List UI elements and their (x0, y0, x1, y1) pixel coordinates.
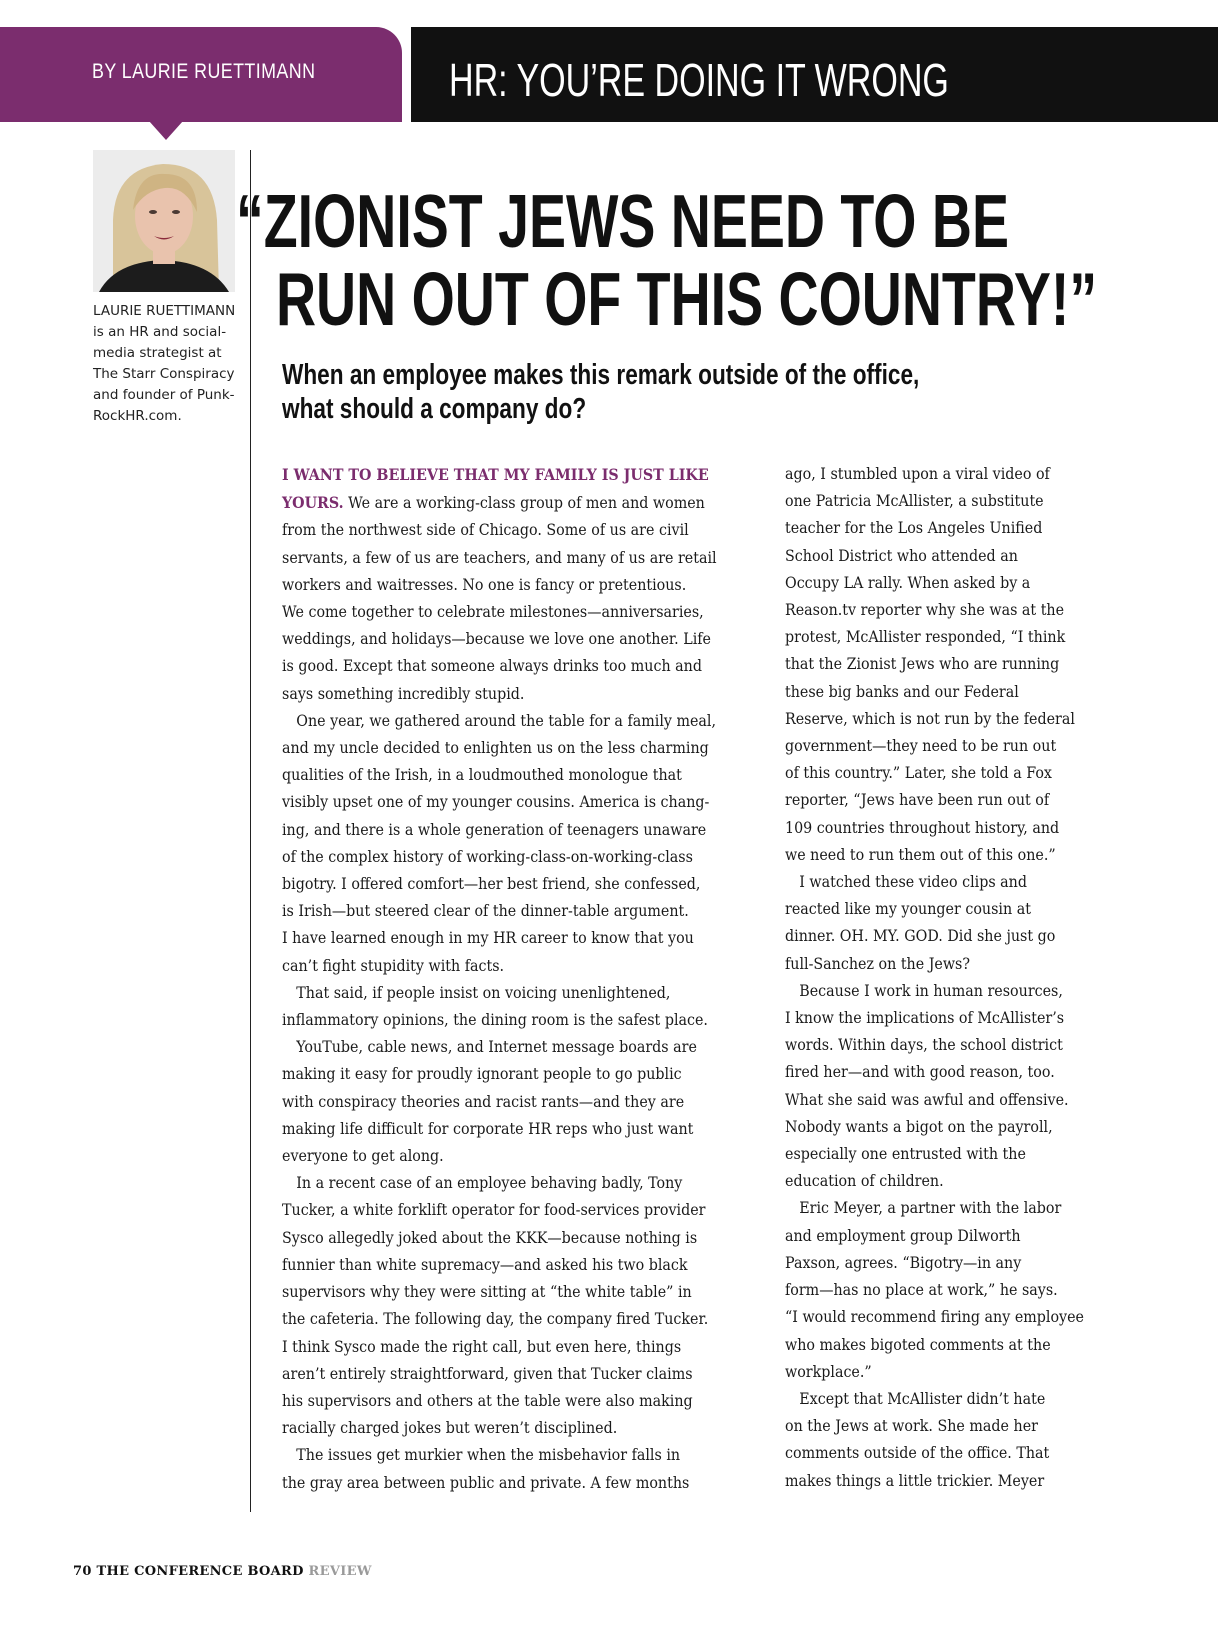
body-text-line: visibly upset one of my younger cousins. America is chang- (282, 793, 710, 812)
author-bio-line: media strategist at (93, 345, 222, 361)
body-column-right (785, 461, 1110, 1495)
body-text-line: weddings, and holidays—because we love one another. Life (282, 630, 711, 649)
body-text-line: making it easy for proudly ignorant people to go public (282, 1065, 682, 1084)
body-text-line: bigotry. I offered comfort—her best friend, she confessed, (282, 875, 701, 894)
byline-pointer (149, 121, 183, 140)
author-bio-line: and founder of Punk- (93, 387, 235, 403)
body-text-line: everyone to get along. (282, 1147, 444, 1166)
deck (282, 358, 919, 426)
body-text-line: who makes bigoted comments at the (785, 1335, 1051, 1354)
body-text-line: One year, we gathered around the table for a family meal, (282, 711, 717, 730)
body-text-line: School District who attended an (785, 546, 1018, 565)
body-text-line: ing, and there is a whole generation of teenagers unaware (282, 820, 707, 839)
body-text-line: racially charged jokes but weren’t disciplined. (282, 1419, 618, 1438)
publication-name: THE CONFERENCE BOARD (96, 1564, 304, 1579)
body-text-line: full-Sanchez on the Jews? (785, 954, 971, 973)
body-text-line: of this country.” Later, she told a Fox (785, 764, 1052, 783)
body-text-line: Sysco allegedly joked about the KKK—because nothing is (282, 1228, 698, 1247)
lead-in-text: We are a working-class group of men and women (343, 494, 705, 513)
body-text-line: especially one entrusted with the (785, 1145, 1026, 1164)
author-bio-line: RockHR.com. (93, 408, 182, 424)
author-portrait-icon (93, 150, 235, 292)
body-text-line: form—has no place at work,” he says. (785, 1281, 1058, 1300)
body-text-line: with conspiracy theories and racist rants—and they are (282, 1092, 685, 1111)
body-text-line: and employment group Dilworth (785, 1226, 1021, 1245)
body-text-line: one Patricia McAllister, a substitute (785, 492, 1044, 511)
body-text-line: “I would recommend firing any employee (785, 1308, 1084, 1327)
sidebar-divider (250, 150, 251, 1512)
lead-in: I WANT TO BELIEVE THAT MY FAMILY IS JUST LIKE (282, 465, 709, 484)
body-text-line: I watched these video clips and (785, 873, 1027, 892)
lead-in-line (282, 489, 717, 517)
body-text-line: qualities of the Irish, in a loudmouthed monologue that (282, 766, 682, 785)
page-footer (73, 1564, 372, 1579)
lead-in: YOURS. (282, 493, 344, 513)
body-text-line: makes things a little trickier. Meyer (785, 1471, 1045, 1490)
page-number: 70 (73, 1564, 92, 1579)
body-text-line: teacher for the Los Angeles Unified (785, 519, 1043, 538)
body-text-line: I think Sysco made the right call, but even here, things (282, 1337, 682, 1356)
byline: BY LAURIE RUETTIMANN (92, 60, 316, 83)
publication-suffix: REVIEW (308, 1564, 372, 1579)
body-text-line: In a recent case of an employee behaving badly, Tony (282, 1174, 683, 1193)
body-text-line: What she said was awful and offensive. (785, 1090, 1069, 1109)
body-text-line: is good. Except that someone always drinks too much and (282, 657, 702, 676)
body-text-line: Reason.tv reporter why she was at the (785, 601, 1065, 620)
body-text-line: That said, if people insist on voicing unenlightened, (282, 983, 671, 1002)
body-column-left (282, 461, 754, 1497)
body-text-line: inflammatory opinions, the dining room is the safest place. (282, 1011, 708, 1030)
author-bio-line: The Starr Conspiracy (93, 366, 235, 382)
body-text-line: Nobody wants a bigot on the payroll, (785, 1117, 1053, 1136)
column-title: HR: YOU’RE DOING IT WRONG (449, 54, 949, 106)
body-text-line: reacted like my younger cousin at (785, 900, 1031, 919)
body-text-line: Eric Meyer, a partner with the labor (785, 1199, 1062, 1218)
headline (236, 179, 1098, 341)
body-text-line: supervisors why they were sitting at “the white table” in (282, 1283, 692, 1302)
author-bio-line: LAURIE RUETTIMANN (93, 303, 236, 319)
body-text-line: Paxson, agrees. “Bigotry—in any (785, 1253, 1022, 1272)
body-text-line: funnier than white supremacy—and asked his two black (282, 1255, 688, 1274)
body-text-line: is Irish—but steered clear of the dinner-table argument. (282, 902, 689, 921)
body-text-line: I know the implications of McAllister’s (785, 1009, 1065, 1028)
body-text-line: Occupy LA rally. When asked by a (785, 573, 1031, 592)
body-text-line: YouTube, cable news, and Internet message boards are (282, 1038, 697, 1057)
body-text-line: workers and waitresses. No one is fancy or pretentious. (282, 575, 687, 594)
body-text-line: that the Zionist Jews who are running (785, 655, 1060, 674)
body-text-line: The issues get murkier when the misbehavior falls in (282, 1446, 681, 1465)
deck-line: what should a company do? (282, 393, 587, 425)
body-text-line: dinner. OH. MY. GOD. Did she just go (785, 927, 1056, 946)
body-text-line: the gray area between public and private. A few months (282, 1473, 690, 1492)
body-text-line: ago, I stumbled upon a viral video of (785, 465, 1050, 483)
body-text-line: fired her—and with good reason, too. (785, 1063, 1055, 1082)
body-text-line: the cafeteria. The following day, the company fired Tucker. (282, 1310, 709, 1329)
body-text-line: workplace.” (785, 1362, 872, 1381)
author-bio-line: is an HR and social- (93, 324, 227, 340)
headline-line: “ZIONIST JEWS NEED TO BE (236, 179, 1009, 263)
body-text-line: Reserve, which is not run by the federal (785, 709, 1075, 728)
body-text-line: education of children. (785, 1172, 944, 1191)
body-text-line: comments outside of the office. That (785, 1444, 1050, 1463)
body-text-line: can’t fight stupidity with facts. (282, 956, 505, 975)
body-text-line: 109 countries throughout history, and (785, 818, 1060, 837)
body-text-line: of the complex history of working-class-on-working-class (282, 847, 693, 866)
body-text-line: Tucker, a white forklift operator for food-services provider (282, 1201, 706, 1220)
body-text-line: reporter, “Jews have been run out of (785, 791, 1050, 810)
body-text-line: making life difficult for corporate HR reps who just want (282, 1119, 694, 1138)
headline-line: RUN OUT OF THIS COUNTRY!” (275, 257, 1098, 341)
author-bio (93, 301, 243, 427)
body-text-line: We come together to celebrate milestones—anniversaries, (282, 603, 704, 622)
body-text-line: his supervisors and others at the table were also making (282, 1391, 693, 1410)
lead-in-line (282, 461, 717, 489)
body-text-line: Except that McAllister didn’t hate (785, 1389, 1046, 1408)
body-text-line: Because I work in human resources, (785, 981, 1063, 1000)
body-text-line: from the northwest side of Chicago. Some of us are civil (282, 521, 689, 540)
body-text-line: on the Jews at work. She made her (785, 1417, 1038, 1436)
body-text-line: and my uncle decided to enlighten us on the less charming (282, 739, 709, 758)
body-text-line: says something incredibly stupid. (282, 684, 525, 703)
body-text-line: protest, McAllister responded, “I think (785, 628, 1066, 647)
deck-line: When an employee makes this remark outside of the office, (282, 359, 920, 391)
body-text-line: servants, a few of us are teachers, and many of us are retail (282, 548, 717, 567)
body-text-line: words. Within days, the school district (785, 1036, 1063, 1055)
body-text-line: aren’t entirely straightforward, given that Tucker claims (282, 1364, 693, 1383)
body-text-line: government—they need to be run out (785, 737, 1057, 756)
body-text-line: these big banks and our Federal (785, 682, 1019, 701)
body-text-line: we need to run them out of this one.” (785, 845, 1056, 864)
body-text-line: I have learned enough in my HR career to know that you (282, 929, 694, 948)
